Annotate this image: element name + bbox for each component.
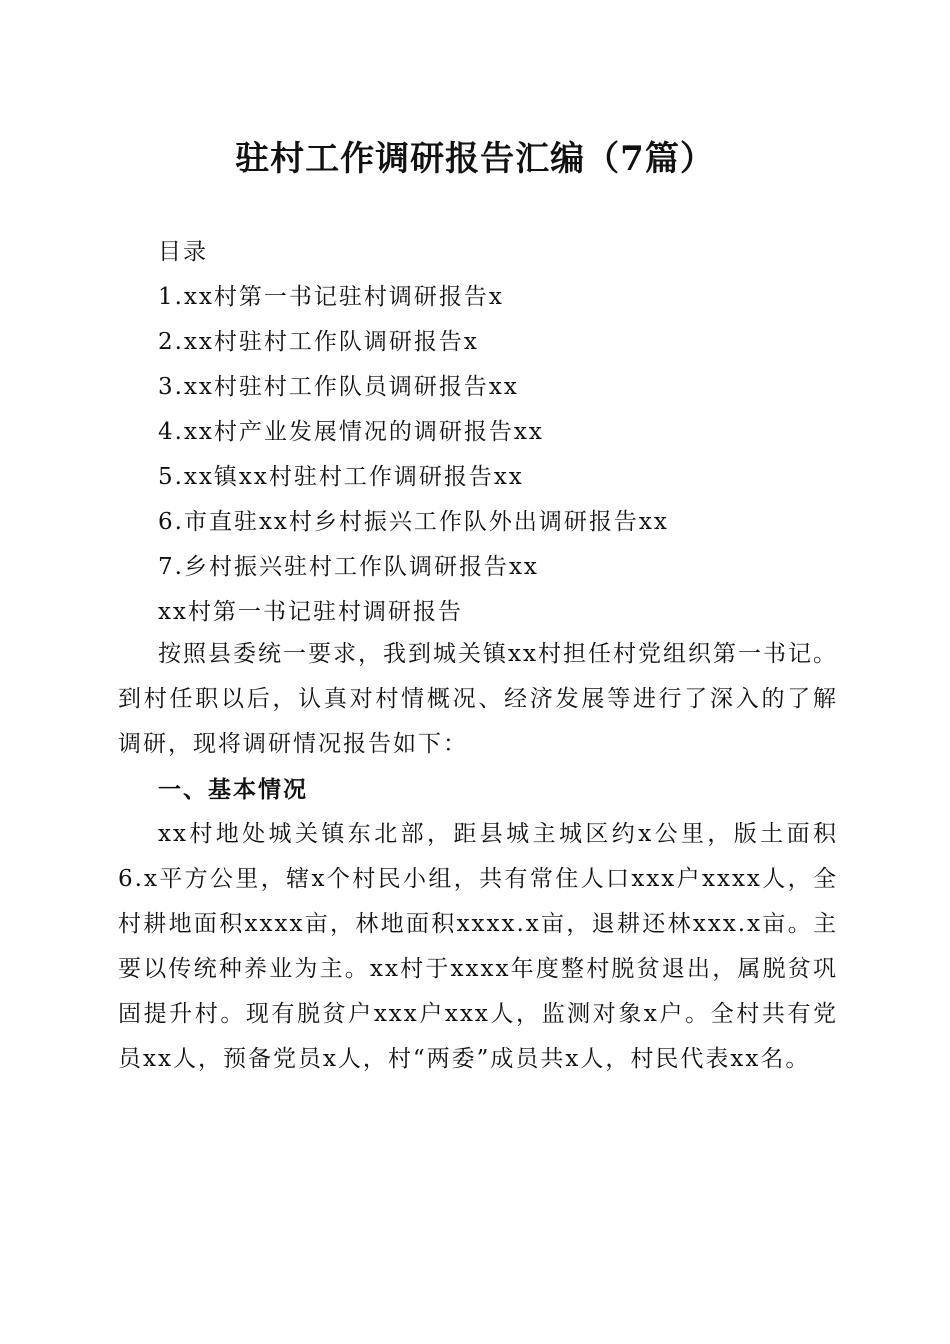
intro-paragraph: 按照县委统一要求，我到城关镇xx村担任村党组织第一书记。到村任职以后，认真对村情概况、经济发展等进行了深入的了解调研，现将调研情况报告如下： <box>118 641 838 757</box>
document-title: 驻村工作调研报告汇编（7篇） <box>235 139 715 179</box>
toc-item: 3.xx村驻村工作队员调研报告xx <box>158 374 519 400</box>
toc-heading: 目录 <box>158 239 208 265</box>
toc-item: 7.乡村振兴驻村工作队调研报告xx <box>158 554 539 580</box>
toc-item: 5.xx镇xx村驻村工作调研报告xx <box>158 464 524 490</box>
toc-item: 6.市直驻xx村乡村振兴工作队外出调研报告xx <box>158 509 669 535</box>
section-heading: 一、基本情况 <box>158 776 308 803</box>
article-body <box>118 632 838 1082</box>
table-of-contents <box>158 230 838 635</box>
toc-item: 4.xx村产业发展情况的调研报告xx <box>158 419 544 445</box>
section-paragraph: xx村地处城关镇东北部，距县城主城区约x公里，版土面积6.x平方公里，辖x个村民小组，共有常住人口xxx户xxxx人，全村耕地面积xxxx亩，林地面积xxxx.x亩，退耕还林xxx.x亩。主要以传统种养业为主。xx村于xxxx年度整村脱贫退出，属脱贫巩固提升村。现有脱贫户xxx户xxx人，监测对象x户。全村共有党员xx人，预备党员x人，村“两委”成员共x人，村民代表xx名。 <box>118 821 838 1072</box>
toc-item: 1.xx村第一书记驻村调研报告x <box>158 284 504 310</box>
article-title: xx村第一书记驻村调研报告 <box>158 599 463 625</box>
toc-item: 2.xx村驻村工作队调研报告x <box>158 329 479 355</box>
